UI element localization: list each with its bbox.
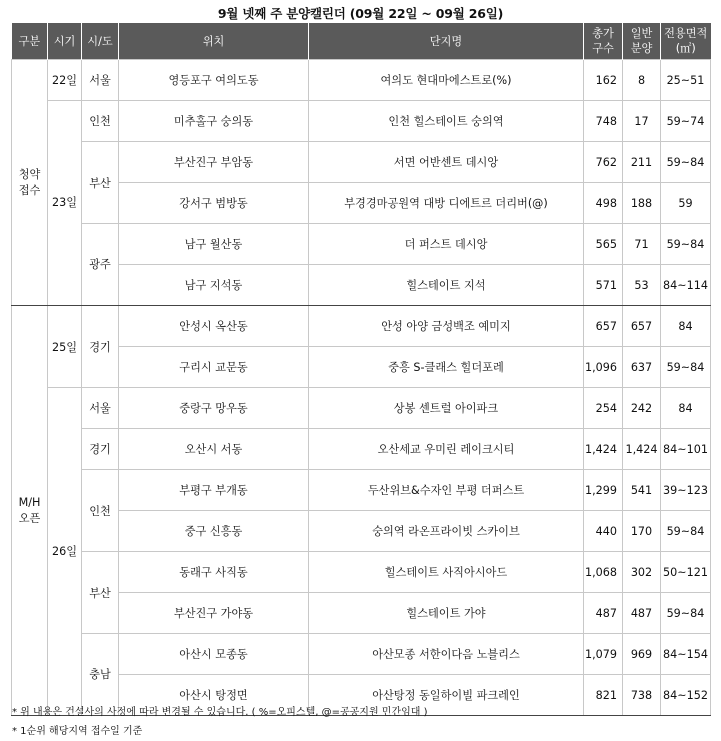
location-cell: 부평구 부개동 (119, 470, 309, 511)
area-cell: 39~123 (661, 470, 711, 511)
general-units-cell: 17 (623, 101, 661, 142)
table-row (12, 634, 711, 675)
location-cell: 영등포구 여의도동 (119, 60, 309, 101)
complex-name-cell: 중흥 S-클래스 힐더포레 (309, 347, 584, 388)
complex-name-cell: 서면 어반센트 데시앙 (309, 142, 584, 183)
general-units-cell: 1,424 (623, 429, 661, 470)
general-units-cell: 170 (623, 511, 661, 552)
category-subscription: 청약 접수 (12, 60, 48, 306)
region-cell: 충남 (82, 634, 119, 716)
total-units-cell: 762 (584, 142, 623, 183)
area-cell: 25~51 (661, 60, 711, 101)
complex-name-cell: 오산세교 우미린 레이크시티 (309, 429, 584, 470)
total-units-cell: 1,424 (584, 429, 623, 470)
complex-name-cell: 힐스테이트 지석 (309, 265, 584, 306)
header-general-units: 일반 분양 (623, 23, 661, 60)
total-units-cell: 1,299 (584, 470, 623, 511)
page-title: 9월 넷째 주 분양캘린더 (09월 22일 ~ 09월 26일) (217, 6, 504, 21)
complex-name-cell: 두산위브&수자인 부평 더퍼스트 (309, 470, 584, 511)
region-cell: 부산 (82, 142, 119, 224)
complex-name-cell: 힐스테이트 가야 (309, 593, 584, 634)
complex-name-cell: 더 퍼스트 데시앙 (309, 224, 584, 265)
location-cell: 남구 지석동 (119, 265, 309, 306)
header-area: 전용면적 (㎡) (661, 23, 711, 60)
general-units-cell: 211 (623, 142, 661, 183)
table-row (12, 388, 711, 429)
total-units-cell: 571 (584, 265, 623, 306)
location-cell: 미추홀구 숭의동 (119, 101, 309, 142)
total-units-cell: 565 (584, 224, 623, 265)
header-category: 구분 (12, 23, 48, 60)
location-cell: 강서구 범방동 (119, 183, 309, 224)
general-units-cell: 657 (623, 306, 661, 347)
location-cell: 남구 월산동 (119, 224, 309, 265)
date-cell: 26일 (48, 388, 82, 716)
location-cell: 안성시 옥산동 (119, 306, 309, 347)
header-date: 시기 (48, 23, 82, 60)
region-cell: 인천 (82, 470, 119, 552)
total-units-cell: 821 (584, 675, 623, 716)
area-cell: 59 (661, 183, 711, 224)
area-cell: 84~152 (661, 675, 711, 716)
total-units-cell: 254 (584, 388, 623, 429)
table-row (12, 306, 711, 347)
region-cell: 부산 (82, 552, 119, 634)
date-cell: 23일 (48, 101, 82, 306)
total-units-cell: 1,079 (584, 634, 623, 675)
general-units-cell: 53 (623, 265, 661, 306)
area-cell: 59~84 (661, 142, 711, 183)
total-units-cell: 498 (584, 183, 623, 224)
category-mh-open: M/H 오픈 (12, 306, 48, 716)
footnote-change-notice: * 위 내용은 건설사의 사정에 따라 변경될 수 있습니다. ( %=오피스텔, @=공공지원 민간임대 ) (12, 707, 428, 718)
table-row (12, 429, 711, 470)
area-cell: 84~101 (661, 429, 711, 470)
region-cell: 서울 (82, 388, 119, 429)
area-cell: 84 (661, 306, 711, 347)
area-cell: 59~84 (661, 224, 711, 265)
complex-name-cell: 부경경마공원역 대방 디에트르 더리버(@) (309, 183, 584, 224)
total-units-cell: 1,096 (584, 347, 623, 388)
location-cell: 부산진구 부암동 (119, 142, 309, 183)
header-row (12, 23, 711, 60)
region-cell: 경기 (82, 429, 119, 470)
general-units-cell: 188 (623, 183, 661, 224)
total-units-cell: 487 (584, 593, 623, 634)
table-row (12, 552, 711, 593)
location-cell: 중구 신흥동 (119, 511, 309, 552)
complex-name-cell: 숭의역 라온프라이빗 스카이브 (309, 511, 584, 552)
complex-name-cell: 힐스테이트 사직아시아드 (309, 552, 584, 593)
header-total-units: 총가 구수 (584, 23, 623, 60)
area-cell: 59~84 (661, 347, 711, 388)
location-cell: 오산시 서동 (119, 429, 309, 470)
table-row (12, 101, 711, 142)
location-cell: 중랑구 망우동 (119, 388, 309, 429)
footnote-basis: * 1순위 해당지역 접수일 기준 (12, 726, 143, 737)
area-cell: 84~114 (661, 265, 711, 306)
location-cell: 아산시 탕정면 (119, 675, 309, 716)
general-units-cell: 637 (623, 347, 661, 388)
area-cell: 59~84 (661, 511, 711, 552)
table-row (12, 470, 711, 511)
complex-name-cell: 인천 힐스테이트 숭의역 (309, 101, 584, 142)
footnotes (12, 703, 428, 741)
complex-name-cell: 아산탕정 동일하이빌 파크레인 (309, 675, 584, 716)
table-row (12, 60, 711, 101)
area-cell: 59~74 (661, 101, 711, 142)
total-units-cell: 1,068 (584, 552, 623, 593)
date-cell: 25일 (48, 306, 82, 388)
complex-name-cell: 아산모종 서한이다음 노블리스 (309, 634, 584, 675)
location-cell: 구리시 교문동 (119, 347, 309, 388)
general-units-cell: 738 (623, 675, 661, 716)
location-cell: 아산시 모종동 (119, 634, 309, 675)
header-region: 시/도 (82, 23, 119, 60)
general-units-cell: 242 (623, 388, 661, 429)
region-cell: 인천 (82, 101, 119, 142)
area-cell: 59~84 (661, 593, 711, 634)
general-units-cell: 71 (623, 224, 661, 265)
general-units-cell: 302 (623, 552, 661, 593)
total-units-cell: 657 (584, 306, 623, 347)
complex-name-cell: 상봉 센트럴 아이파크 (309, 388, 584, 429)
header-location: 위치 (119, 23, 309, 60)
area-cell: 84~154 (661, 634, 711, 675)
total-units-cell: 162 (584, 60, 623, 101)
complex-name-cell: 안성 아양 금성백조 예미지 (309, 306, 584, 347)
total-units-cell: 748 (584, 101, 623, 142)
header-complex-name: 단지명 (309, 23, 584, 60)
calendar-table (11, 23, 711, 716)
region-cell: 서울 (82, 60, 119, 101)
location-cell: 부산진구 가야동 (119, 593, 309, 634)
table-row (12, 224, 711, 265)
location-cell: 동래구 사직동 (119, 552, 309, 593)
general-units-cell: 541 (623, 470, 661, 511)
region-cell: 경기 (82, 306, 119, 388)
total-units-cell: 440 (584, 511, 623, 552)
general-units-cell: 969 (623, 634, 661, 675)
general-units-cell: 8 (623, 60, 661, 101)
table-row (12, 142, 711, 183)
date-cell: 22일 (48, 60, 82, 101)
general-units-cell: 487 (623, 593, 661, 634)
region-cell: 광주 (82, 224, 119, 306)
complex-name-cell: 여의도 현대마에스트로(%) (309, 60, 584, 101)
area-cell: 50~121 (661, 552, 711, 593)
area-cell: 84 (661, 388, 711, 429)
